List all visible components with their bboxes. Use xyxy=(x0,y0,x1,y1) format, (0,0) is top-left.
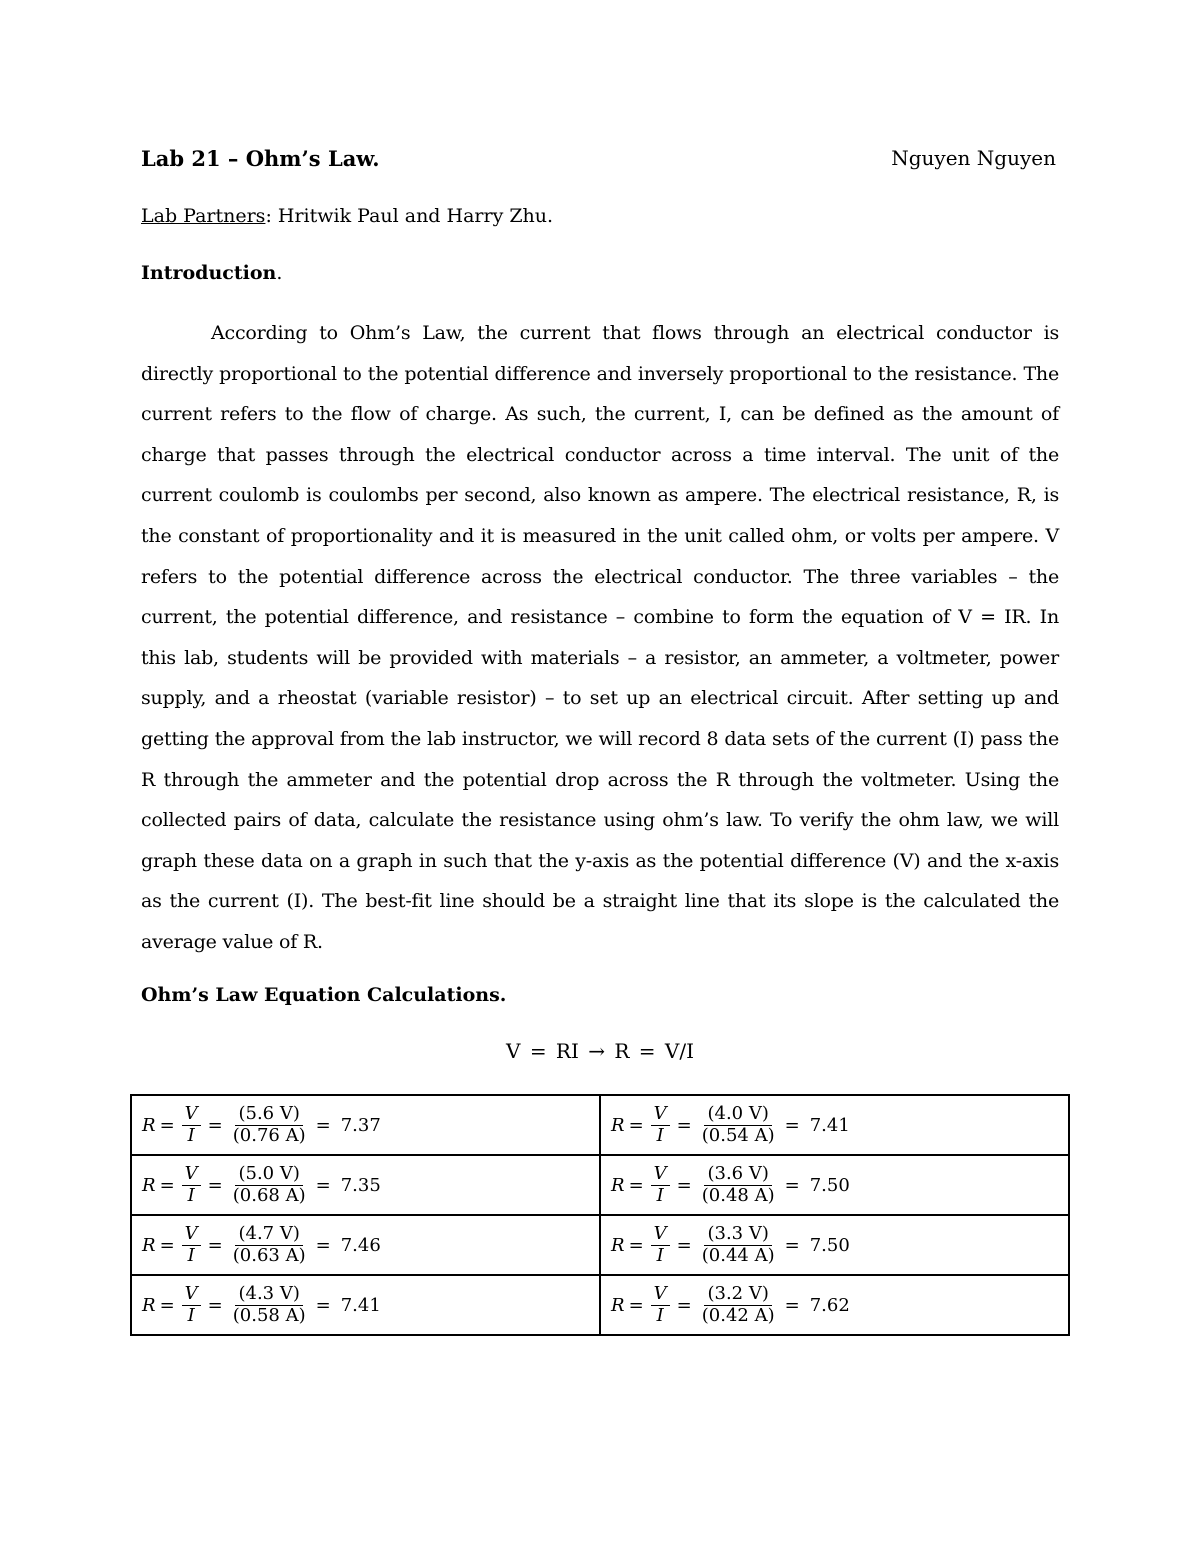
symbol-i: I xyxy=(656,1304,664,1326)
symbol-v: V xyxy=(651,1225,670,1246)
equals-sign: = xyxy=(207,1294,223,1316)
equals-sign: = xyxy=(628,1174,644,1196)
measured-fraction xyxy=(699,1162,778,1206)
resistance-formula xyxy=(611,1222,1068,1266)
equals-sign: = xyxy=(784,1234,800,1256)
symbol-r: R xyxy=(142,1174,156,1196)
equals-sign: = xyxy=(207,1174,223,1196)
equals-sign: = xyxy=(159,1234,175,1256)
resistance-formula xyxy=(142,1102,599,1146)
calculation-cell xyxy=(131,1155,600,1215)
symbol-v: V xyxy=(651,1105,670,1126)
symbol-v: V xyxy=(182,1105,201,1126)
v-over-i-fraction xyxy=(651,1102,670,1146)
symbol-i: I xyxy=(187,1304,195,1326)
calculation-cell xyxy=(600,1095,1069,1155)
symbol-v: V xyxy=(651,1285,670,1306)
voltage-value: (4.0 V) xyxy=(704,1105,771,1126)
introduction-paragraph: According to Ohm’s Law, the current that flows through an electrical conductor is directly proportional to the potential difference and inversely proportional to the resistance. The current refers to the flow of charge. As such, the current, I, can be defined as the amount of charge that passes through the electrical conductor across a time interval. The unit of the current coulomb is coulombs per second, also known as ampere. The electrical resistance, R, is the constant of proportionality and it is measured in the unit called ohm, or volts per ampere. V refers to the potential difference across the electrical conductor. The three variables – the current, the potential difference, and resistance – combine to form the equation of V = IR. In this lab, students will be provided with materials – a resistor, an ammeter, a voltmeter, power supply, and a rheostat (variable resistor) – to set up an electrical circuit. After setting up and getting the approval from the lab instructor, we will record 8 data sets of the current (I) pass the R through the ammeter and the potential drop across the R through the voltmeter. Using the collected pairs of data, calculate the resistance using ohm’s law. To verify the ohm law, we will graph these data on a graph in such that the y-axis as the potential difference (V) and the x-axis as the current (I). The best-fit line should be a straight line that its slope is the calculated the average value of R. xyxy=(141,322,1059,953)
calculation-cell xyxy=(600,1215,1069,1275)
equals-sign: = xyxy=(628,1114,644,1136)
symbol-r: R xyxy=(142,1114,156,1136)
current-value: (0.42 A) xyxy=(701,1304,775,1326)
v-over-i-fraction xyxy=(651,1222,670,1266)
resistance-result: 7.62 xyxy=(809,1294,850,1316)
introduction-heading-text: Introduction xyxy=(141,262,277,284)
symbol-v: V xyxy=(182,1225,201,1246)
resistance-formula xyxy=(611,1102,1068,1146)
lab-title: Lab 21 – Ohm’s Law. xyxy=(141,146,380,171)
measured-fraction xyxy=(699,1102,778,1146)
measured-fraction xyxy=(230,1222,309,1266)
symbol-r: R xyxy=(611,1174,625,1196)
current-value: (0.54 A) xyxy=(701,1124,775,1146)
equals-sign: = xyxy=(676,1114,692,1136)
calculation-cell xyxy=(600,1155,1069,1215)
symbol-r: R xyxy=(142,1294,156,1316)
measured-fraction xyxy=(699,1282,778,1326)
equals-sign: = xyxy=(315,1234,331,1256)
symbol-v: V xyxy=(182,1285,201,1306)
symbol-v: V xyxy=(651,1165,670,1186)
ohms-law-equation: V = RI → R = V/I xyxy=(506,1039,694,1063)
measured-fraction xyxy=(230,1102,309,1146)
measured-fraction xyxy=(699,1222,778,1266)
voltage-value: (5.0 V) xyxy=(235,1165,302,1186)
title-row xyxy=(141,146,1056,176)
v-over-i-fraction xyxy=(182,1282,201,1326)
current-value: (0.68 A) xyxy=(232,1184,306,1206)
equals-sign: = xyxy=(784,1174,800,1196)
resistance-formula xyxy=(611,1162,1068,1206)
symbol-i: I xyxy=(656,1124,664,1146)
equals-sign: = xyxy=(159,1174,175,1196)
resistance-formula xyxy=(142,1162,599,1206)
symbol-r: R xyxy=(611,1114,625,1136)
symbol-r: R xyxy=(611,1294,625,1316)
calculation-row xyxy=(131,1275,1069,1335)
equals-sign: = xyxy=(159,1294,175,1316)
voltage-value: (4.3 V) xyxy=(235,1285,302,1306)
author-name: Nguyen Nguyen xyxy=(891,146,1056,170)
symbol-i: I xyxy=(187,1124,195,1146)
symbol-i: I xyxy=(656,1184,664,1206)
voltage-value: (5.6 V) xyxy=(235,1105,302,1126)
lab-partners-names: : Hritwik Paul and Harry Zhu. xyxy=(265,205,554,227)
equals-sign: = xyxy=(207,1234,223,1256)
current-value: (0.63 A) xyxy=(232,1244,306,1266)
introduction-heading-period: . xyxy=(276,262,283,284)
current-value: (0.76 A) xyxy=(232,1124,306,1146)
voltage-value: (3.6 V) xyxy=(704,1165,771,1186)
voltage-value: (3.3 V) xyxy=(704,1225,771,1246)
equals-sign: = xyxy=(315,1294,331,1316)
current-value: (0.44 A) xyxy=(701,1244,775,1266)
symbol-r: R xyxy=(142,1234,156,1256)
equals-sign: = xyxy=(628,1294,644,1316)
measured-fraction xyxy=(230,1162,309,1206)
resistance-result: 7.41 xyxy=(340,1294,381,1316)
equals-sign: = xyxy=(207,1114,223,1136)
calculation-row xyxy=(131,1155,1069,1215)
resistance-formula xyxy=(611,1282,1068,1326)
v-over-i-fraction xyxy=(651,1162,670,1206)
symbol-i: I xyxy=(187,1244,195,1266)
current-value: (0.48 A) xyxy=(701,1184,775,1206)
calculation-row xyxy=(131,1215,1069,1275)
resistance-result: 7.35 xyxy=(340,1174,381,1196)
symbol-v: V xyxy=(182,1165,201,1186)
calculation-cell xyxy=(600,1275,1069,1335)
equals-sign: = xyxy=(628,1234,644,1256)
calculation-row xyxy=(131,1095,1069,1155)
measured-fraction xyxy=(230,1282,309,1326)
lab-partners-label: Lab Partners xyxy=(141,205,266,227)
resistance-formula xyxy=(142,1222,599,1266)
equals-sign: = xyxy=(784,1114,800,1136)
symbol-i: I xyxy=(656,1244,664,1266)
equals-sign: = xyxy=(315,1114,331,1136)
resistance-formula xyxy=(142,1282,599,1326)
resistance-result: 7.50 xyxy=(809,1174,850,1196)
lab-partners xyxy=(141,205,553,227)
equals-sign: = xyxy=(676,1294,692,1316)
v-over-i-fraction xyxy=(651,1282,670,1326)
v-over-i-fraction xyxy=(182,1222,201,1266)
equals-sign: = xyxy=(676,1234,692,1256)
equals-sign: = xyxy=(676,1174,692,1196)
voltage-value: (3.2 V) xyxy=(704,1285,771,1306)
equals-sign: = xyxy=(784,1294,800,1316)
symbol-r: R xyxy=(611,1234,625,1256)
calculation-cell xyxy=(131,1215,600,1275)
equals-sign: = xyxy=(315,1174,331,1196)
current-value: (0.58 A) xyxy=(232,1304,306,1326)
resistance-result: 7.50 xyxy=(809,1234,850,1256)
calculations-heading: Ohm’s Law Equation Calculations. xyxy=(141,984,507,1006)
v-over-i-fraction xyxy=(182,1162,201,1206)
calculations-table xyxy=(130,1094,1070,1336)
symbol-i: I xyxy=(187,1184,195,1206)
equals-sign: = xyxy=(159,1114,175,1136)
introduction-heading xyxy=(141,262,282,284)
calculation-cell xyxy=(131,1275,600,1335)
resistance-result: 7.46 xyxy=(340,1234,381,1256)
resistance-result: 7.37 xyxy=(340,1114,381,1136)
v-over-i-fraction xyxy=(182,1102,201,1146)
resistance-result: 7.41 xyxy=(809,1114,850,1136)
calculation-cell xyxy=(131,1095,600,1155)
voltage-value: (4.7 V) xyxy=(235,1225,302,1246)
